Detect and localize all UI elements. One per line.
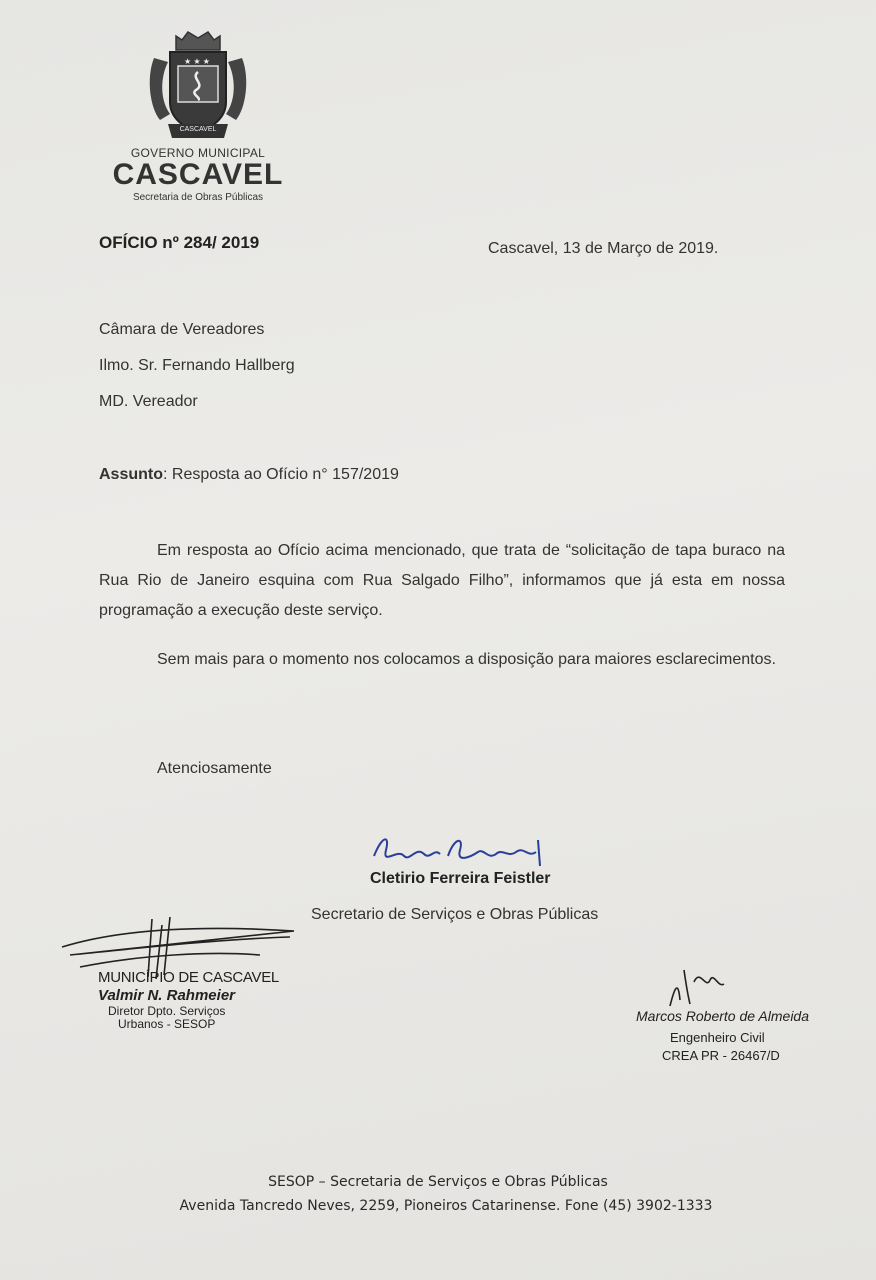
subject-label: Assunto — [99, 466, 163, 483]
engineer-role: Engenheiro Civil — [670, 1030, 765, 1045]
footer-line-2: Avenida Tancredo Neves, 2259, Pioneiros Catarinense. Fone (45) 3902-1333 — [179, 1198, 713, 1214]
recipient-name: Ilmo. Sr. Fernando Hallberg — [99, 357, 295, 374]
crest-banner-label: CASCAVEL — [179, 126, 217, 133]
signatory-role: Secretario de Serviços e Obras Públicas — [311, 906, 599, 923]
recipient-title: MD. Vereador — [99, 393, 198, 410]
city-name: CASCAVEL — [112, 158, 284, 191]
oficio-number: OFÍCIO nº 284/ 2019 — [99, 233, 260, 252]
body-paragraph-2: Sem mais para o momento nos colocamos a disposição para maiores esclarecimentos. — [157, 651, 776, 668]
engineer-signature-icon — [660, 960, 740, 1010]
stamp-director-name: Valmir N. Rahmeier — [98, 987, 235, 1004]
recipient-institution: Câmara de Vereadores — [99, 321, 265, 338]
footer-line-1: SESOP – Secretaria de Serviços e Obras Públicas — [268, 1174, 608, 1190]
stamp-director-dept: Urbanos - SESOP — [118, 1017, 216, 1031]
engineer-crea: CREA PR - 26467/D — [662, 1048, 780, 1063]
engineer-name: Marcos Roberto de Almeida — [636, 1008, 810, 1024]
letter-date: Cascavel, 13 de Março de 2019. — [488, 240, 719, 257]
svg-text:★ ★ ★: ★ ★ ★ — [184, 57, 210, 66]
signatory-name: Cletirio Ferreira Feistler — [370, 870, 551, 887]
government-label: GOVERNO MUNICIPAL — [130, 146, 266, 160]
stamp-director-role: Diretor Dpto. Serviços — [108, 1004, 226, 1018]
letterhead — [108, 28, 288, 208]
subject-line — [99, 466, 399, 484]
stamp-director-line1: MUNICÍPIO DE CASCAVEL — [98, 969, 279, 986]
stamp-director — [60, 915, 310, 1035]
stamp-engineer — [630, 960, 830, 1070]
body-paragraph-1: Em resposta ao Ofício acima mencionado, que trata de “solicitação de tapa buraco na Rua Rio de Janeiro esquina com Rua Salgado Filho”, informamos que já esta em nossa programação a execução deste serviço. — [99, 542, 785, 619]
department-label: Secretaria de Obras Públicas — [132, 192, 264, 203]
closing: Atenciosamente — [157, 760, 272, 777]
handwritten-signature-icon — [368, 826, 568, 876]
subject-text: : Resposta ao Ofício n° 157/2019 — [163, 466, 399, 483]
